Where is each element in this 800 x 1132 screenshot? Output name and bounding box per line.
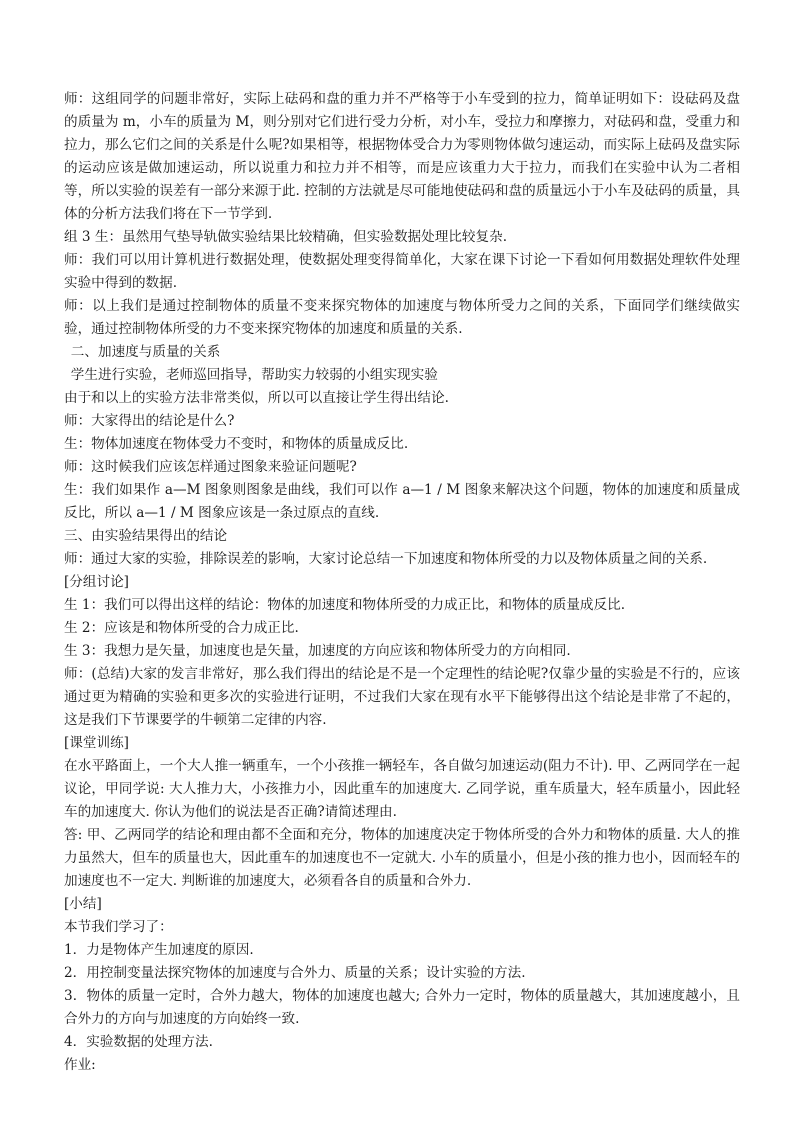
paragraph: 师：我们可以用计算机进行数据处理，使数据处理变得简单化，大家在课下讨论一下看如何用数据处理软件处理实验中得到的数据.	[64, 252, 740, 291]
paragraph: 生 1：我们可以得出这样的结论：物体的加速度和物体所受的力成正比，和物体的质量成反比.	[64, 597, 626, 613]
paragraph: 作业:	[64, 1057, 96, 1073]
paragraph: 师：这时候我们应该怎样通过图象来验证问题呢?	[64, 459, 357, 475]
paragraph: 生 2：应该是和物体所受的合力成正比.	[64, 620, 299, 636]
bracket-heading: [课堂训练]	[64, 735, 129, 751]
paragraph: 本节我们学习了：	[64, 919, 173, 935]
document-body	[64, 88, 740, 1077]
paragraph: 师：以上我们是通过控制物体的质量不变来探究物体的加速度与物体所受力之间的关系，下面同学们继续做实验，通过控制物体所受的力不变来探究物体的加速度和质量的关系.	[64, 298, 740, 337]
paragraph: 生：我们如果作 a—M 图象则图象是曲线，我们可以作 a—1 / M 图象来解决这个问题，物体的加速度和质量成反比，所以 a—1 / M 图象应该是一条过原点的直线.	[64, 482, 740, 521]
paragraph: 组 3 生：虽然用气垫导轨做实验结果比较精确，但实验数据处理比较复杂.	[64, 229, 508, 245]
paragraph: 在水平路面上，一个大人推一辆重车，一个小孩推一辆轻车，各自做匀加速运动(阻力不计). 甲、乙两同学在一起议论，甲同学说: 大人推力大，小孩推力小，因此重车的加速度大. 乙同学说，重车质量大，轻车质量小，因此轻车的加速度大. 你认为他们的说法是否正确?请简述理由.	[64, 758, 740, 820]
list-item: 2．用控制变量法探究物体的加速度与合外力、质量的关系；设计实验的方法.	[64, 965, 526, 981]
bracket-heading: [小结]	[64, 896, 102, 912]
paragraph: 学生进行实验，老师巡回指导，帮助实力较弱的小组实现实验	[70, 367, 438, 383]
paragraph: 由于和以上的实验方法非常类似，所以可以直接让学生得出结论.	[64, 390, 449, 406]
paragraph: 师：通过大家的实验，排除误差的影响，大家讨论总结一下加速度和物体所受的力以及物体质量之间的关系.	[64, 551, 708, 567]
section-heading: 三、由实验结果得出的结论	[64, 528, 228, 544]
bracket-heading: [分组讨论]	[64, 574, 129, 590]
paragraph: 师：这组同学的问题非常好，实际上砝码和盘的重力并不严格等于小车受到的拉力，简单证明如下：设砝码及盘的质量为 m，小车的质量为 M，则分别对它们进行受力分析，对小车，受拉力和摩擦力，对砝码和盘，受重力和拉力，那么它们之间的关系是什么呢?如果相等，根据物体受合力为零则物体做匀速运动，而实际上砝码及盘实际的运动应该是做加速运动，所以说重力和拉力并不相等，而是应该重力大于拉力，而我们在实验中认为二者相等，所以实验的误差有一部分来源于此. 控制的方法就是尽可能地使砝码和盘的质量远小于小车及砝码的质量，具体的分析方法我们将在下一节学到.	[64, 91, 740, 222]
list-item: 4．实验数据的处理方法.	[64, 1034, 213, 1050]
paragraph: 生 3：我想力是矢量，加速度也是矢量，加速度的方向应该和物体所受力的方向相同.	[64, 643, 571, 659]
list-item: 3．物体的质量一定时，合外力越大，物体的加速度也越大; 合外力一定时，物体的质量越大，其加速度越小，且合外力的方向与加速度的方向始终一致.	[64, 988, 740, 1027]
list-item: 1．力是物体产生加速度的原因.	[64, 942, 254, 958]
paragraph: 生：物体加速度在物体受力不变时，和物体的质量成反比.	[64, 436, 409, 452]
section-heading: 二、加速度与质量的关系	[70, 344, 221, 360]
paragraph: 师：大家得出的结论是什么?	[64, 413, 235, 429]
paragraph: 师：(总结)大家的发言非常好，那么我们得出的结论是不是一个定理性的结论呢?仅靠少量的实验是不行的，应该通过更为精确的实验和更多次的实验进行证明，不过我们大家在现有水平下能够得出这个结论是非常了不起的，这是我们下节课要学的牛顿第二定律的内容.	[64, 666, 740, 728]
paragraph: 答: 甲、乙两同学的结论和理由都不全面和充分，物体的加速度决定于物体所受的合外力和物体的质量. 大人的推力虽然大，但车的质量也大，因此重车的加速度也不一定就大. 小车的质量小，但是小孩的推力也小，因而轻车的加速度也不一定大. 判断谁的加速度大，必须看各自的质量和合外力.	[64, 827, 740, 889]
